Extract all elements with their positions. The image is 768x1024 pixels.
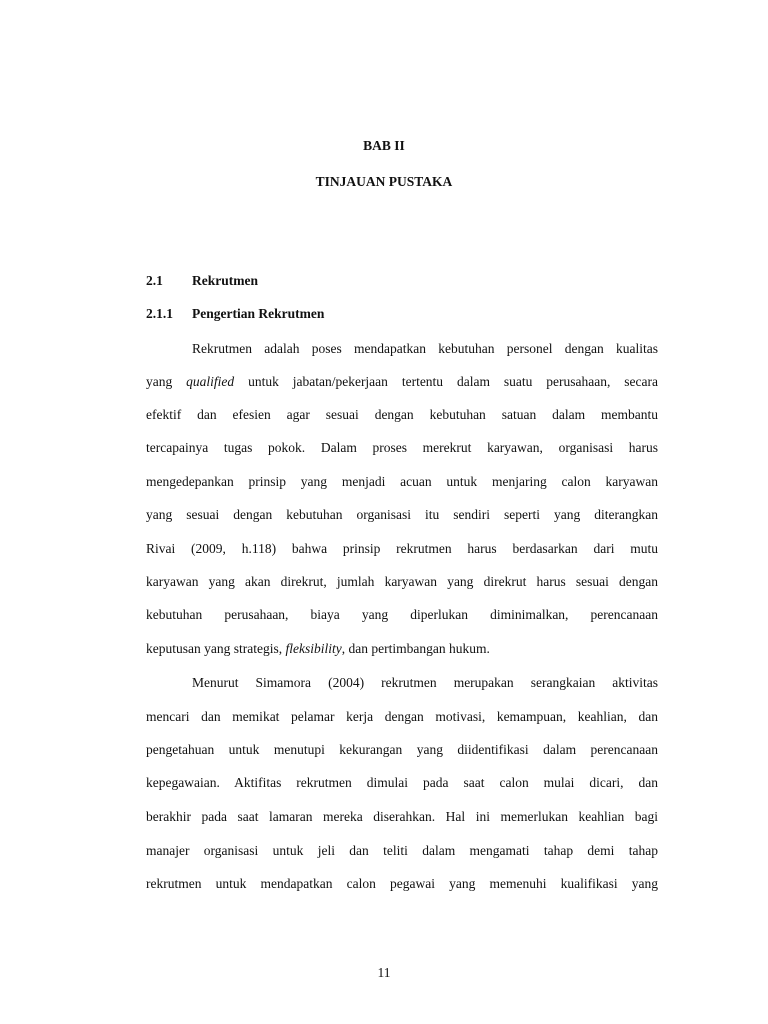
chapter-label: BAB II [363,138,405,153]
section-title: Rekrutmen [192,273,258,288]
subsection-title: Pengertian Rekrutmen [192,306,325,321]
section-number: 2.1 [146,273,163,288]
paragraph-line: Rekrutmen adalah poses mendapatkan kebutuhan personel dengan kualitas [192,341,658,356]
paragraph-line: karyawan yang akan direkrut, jumlah karyawan yang direkrut harus sesuai dengan [146,574,658,589]
paragraph-line: kebutuhan perusahaan, biaya yang diperlukan diminimalkan, perencanaan [146,607,658,622]
paragraph-line: efektif dan efesien agar sesuai dengan kebutuhan satuan dalam membantu [146,407,658,422]
paragraph-line: manajer organisasi untuk jeli dan teliti dalam mengamati tahap demi tahap [146,843,658,858]
chapter-title: TINJAUAN PUSTAKA [315,174,453,189]
paragraph-line: tercapainya tugas pokok. Dalam proses merekrut karyawan, organisasi harus [146,440,658,455]
paragraph-line: yang sesuai dengan kebutuhan organisasi itu sendiri seperti yang diterangkan [146,507,658,522]
italic-term: fleksibility [285,641,342,656]
paragraph-line: mencari dan memikat pelamar kerja dengan motivasi, kemampuan, keahlian, dan [146,709,658,724]
paragraph-line: Rivai (2009, h.118) bahwa prinsip rekrutmen harus berdasarkan dari mutu [146,541,658,556]
italic-term: qualified [186,374,235,389]
paragraph-line: yang qualified untuk jabatan/pekerjaan tertentu dalam suatu perusahaan, secara [146,374,658,389]
paragraph-line: Menurut Simamora (2004) rekrutmen merupakan serangkaian aktivitas [192,675,658,690]
paragraph-line: pengetahuan untuk menutupi kekurangan yang diidentifikasi dalam perencanaan [146,742,658,757]
paragraph-line: kepegawaian. Aktifitas rekrutmen dimulai pada saat calon mulai dicari, dan [146,775,658,790]
paragraph-line: rekrutmen untuk mendapatkan calon pegawai yang memenuhi kualifikasi yang [146,876,658,891]
subsection-number: 2.1.1 [146,306,173,321]
paragraph-line: mengedepankan prinsip yang menjadi acuan untuk menjaring calon karyawan [146,474,658,489]
paragraph-line: berakhir pada saat lamaran mereka diserahkan. Hal ini memerlukan keahlian bagi [146,809,658,824]
page-number: 11 [377,965,391,980]
paragraph-line: keputusan yang strategis, fleksibility, dan pertimbangan hukum. [146,641,490,656]
